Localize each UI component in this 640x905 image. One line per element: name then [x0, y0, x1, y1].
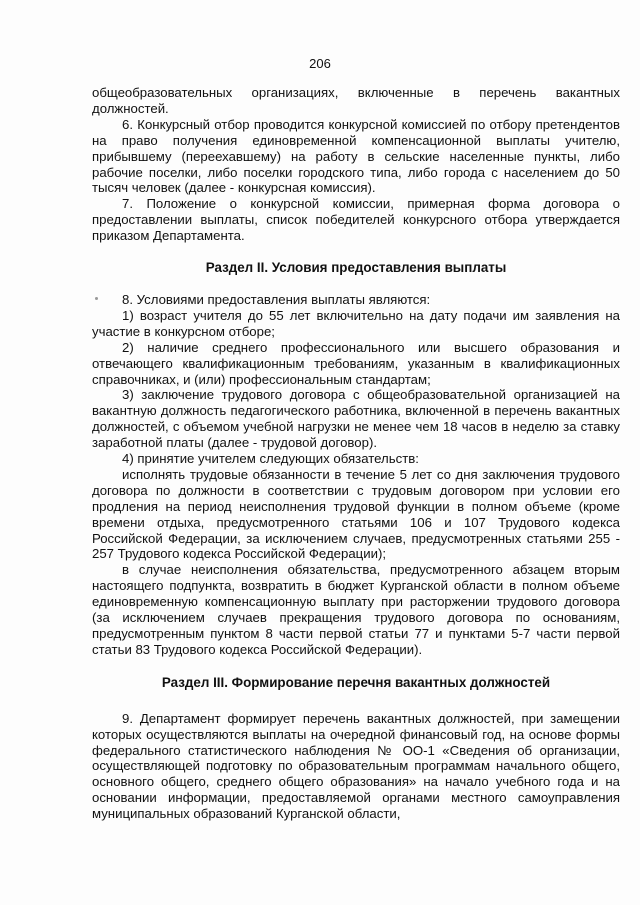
paragraph: 2) наличие среднего профессионального или высшего образования и отвечающего квалификационным требованиям, указанным в квалификационных справочниках, и (или) профессиональным стандартам;: [92, 339, 620, 387]
paragraph: 8. Условиями предоставления выплаты являются:: [122, 291, 431, 307]
paragraph: общеобразовательных организациях, включенные в перечень вакантных должностей.: [92, 85, 620, 116]
paragraph: в случае неисполнения обязательства, предусмотренного абзацем вторым настоящего подпункта, возвратить в бюджет Курганской области в полном объеме единовременную компенсационную выплату при расторжении трудового договора (за исключением случаев прекращения трудового договора по основаниям, предусмотренным пунктом 8 части первой статьи 77 и пунктами 5-7 части первой статьи 83 Трудового кодекса Российской Федерации).: [92, 562, 620, 657]
paragraph: 7. Положение о конкурсной комиссии, примерная форма договора о предоставлении выплаты, список победителей конкурсного отбора утверждается приказом Департамента.: [92, 196, 620, 244]
paragraph: исполнять трудовые обязанности в течение 5 лет со дня заключения трудового договора по должности в соответствии с трудовым договором при условии его продления на период неисполнения трудовой функции в полном объеме (кроме времени отдыха, предусмотренного статьями 106 и 107 Трудового кодекса Российской Федерации, за исключением случаев, предусмотренных статьями 255 - 257 Трудового кодекса Российской Федерации);: [92, 466, 620, 562]
paragraph: 9. Департамент формирует перечень вакантных должностей, при замещении которых осуществляются выплаты на очередной финансовый год, на основе формы федерального статистического наблюдения № ОО-1 «Сведения об организации, осуществляющей подготовку по образовательным программам начального общего, основного общего, среднего общего образования» на начало учебного года и на основании информации, предоставляемой органами местного самоуправления муниципальных образований Курганской области,: [92, 710, 620, 822]
document-body: [92, 85, 620, 822]
paragraph: 4) принятие учителем следующих обязательств:: [122, 451, 419, 467]
section-heading: Раздел II. Условия предоставления выплаты: [205, 260, 507, 276]
page-number: 206: [309, 56, 331, 71]
paragraph: 6. Конкурсный отбор проводится конкурсной комиссией по отбору претендентов на право получения единовременной компенсационной выплаты учителю, прибывшему (переехавшему) на работу в сельские населенные пункты, либо рабочие поселки, либо поселки городского типа, либо города с населением до 50 тысяч человек (далее - конкурсная комиссия).: [92, 116, 620, 196]
paragraph: 3) заключение трудового договора с общеобразовательной организацией на вакантную должность педагогического работника, включенной в перечень вакантных должностей, с объемом учебной нагрузки не менее чем 18 часов в неделю за ставку заработной платы (далее - трудовой договор).: [92, 387, 620, 451]
section-heading: Раздел III. Формирование перечня вакантных должностей: [161, 674, 551, 690]
paragraph: 1) возраст учителя до 55 лет включительно на дату подачи им заявления на участие в конкурсном отборе;: [92, 307, 620, 339]
